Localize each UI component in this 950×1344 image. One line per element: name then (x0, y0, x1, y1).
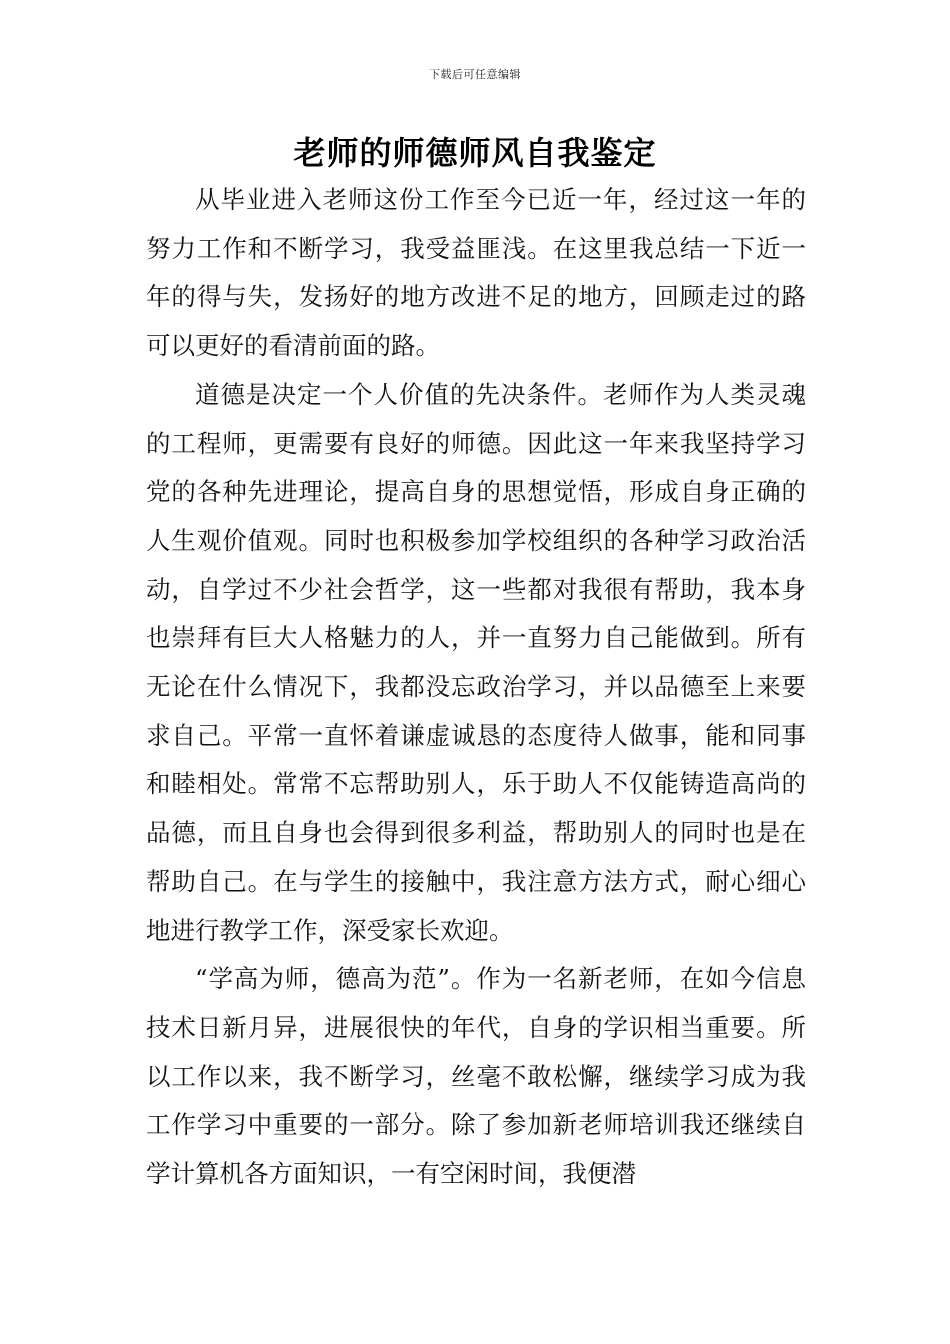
document-title: 老师的师德师风自我鉴定 (293, 134, 657, 172)
document-body (146, 176, 806, 1199)
paragraph-morality: 道德是决定一个人价值的先决条件。老师作为人类灵魂的工程师，更需要有良好的师德。因此这一年来我坚持学习党的各种先进理论，提高自身的思想觉悟，形成自身正确的人生观价值观。同时也积极参加学校组织的各种学习政治活动，自学过不少社会哲学，这一些都对我很有帮助，我本身也崇拜有巨大人格魅力的人，并一直努力自己能做到。所有无论在什么情况下，我都没忘政治学习，并以品德至上来要求自己。平常一直怀着谦虚诚恳的态度待人做事，能和同事和睦相处。常常不忘帮助别人，乐于助人不仅能铸造高尚的品德，而且自身也会得到很多利益，帮助别人的同时也是在帮助自己。在与学生的接触中，我注意方法方式，耐心细心地进行教学工作，深受家长欢迎。 (146, 379, 806, 945)
paragraph-learning: “学高为师，德高为范”。作为一名新老师，在如今信息技术日新月异，进展很快的年代，自身的学识相当重要。所以工作以来，我不断学习，丝毫不敢松懈，继续学习成为我工作学习中重要的一部分。除了参加新老师培训我还继续自学计算机各方面知识，一有空闲时间，我便潜 (146, 964, 806, 1189)
header-note: 下载后可任意编辑 (429, 68, 521, 81)
paragraph-intro: 从毕业进入老师这份工作至今已近一年，经过这一年的努力工作和不断学习，我受益匪浅。在这里我总结一下近一年的得与失，发扬好的地方改进不足的地方，回顾走过的路可以更好的看清前面的路。 (146, 185, 806, 361)
